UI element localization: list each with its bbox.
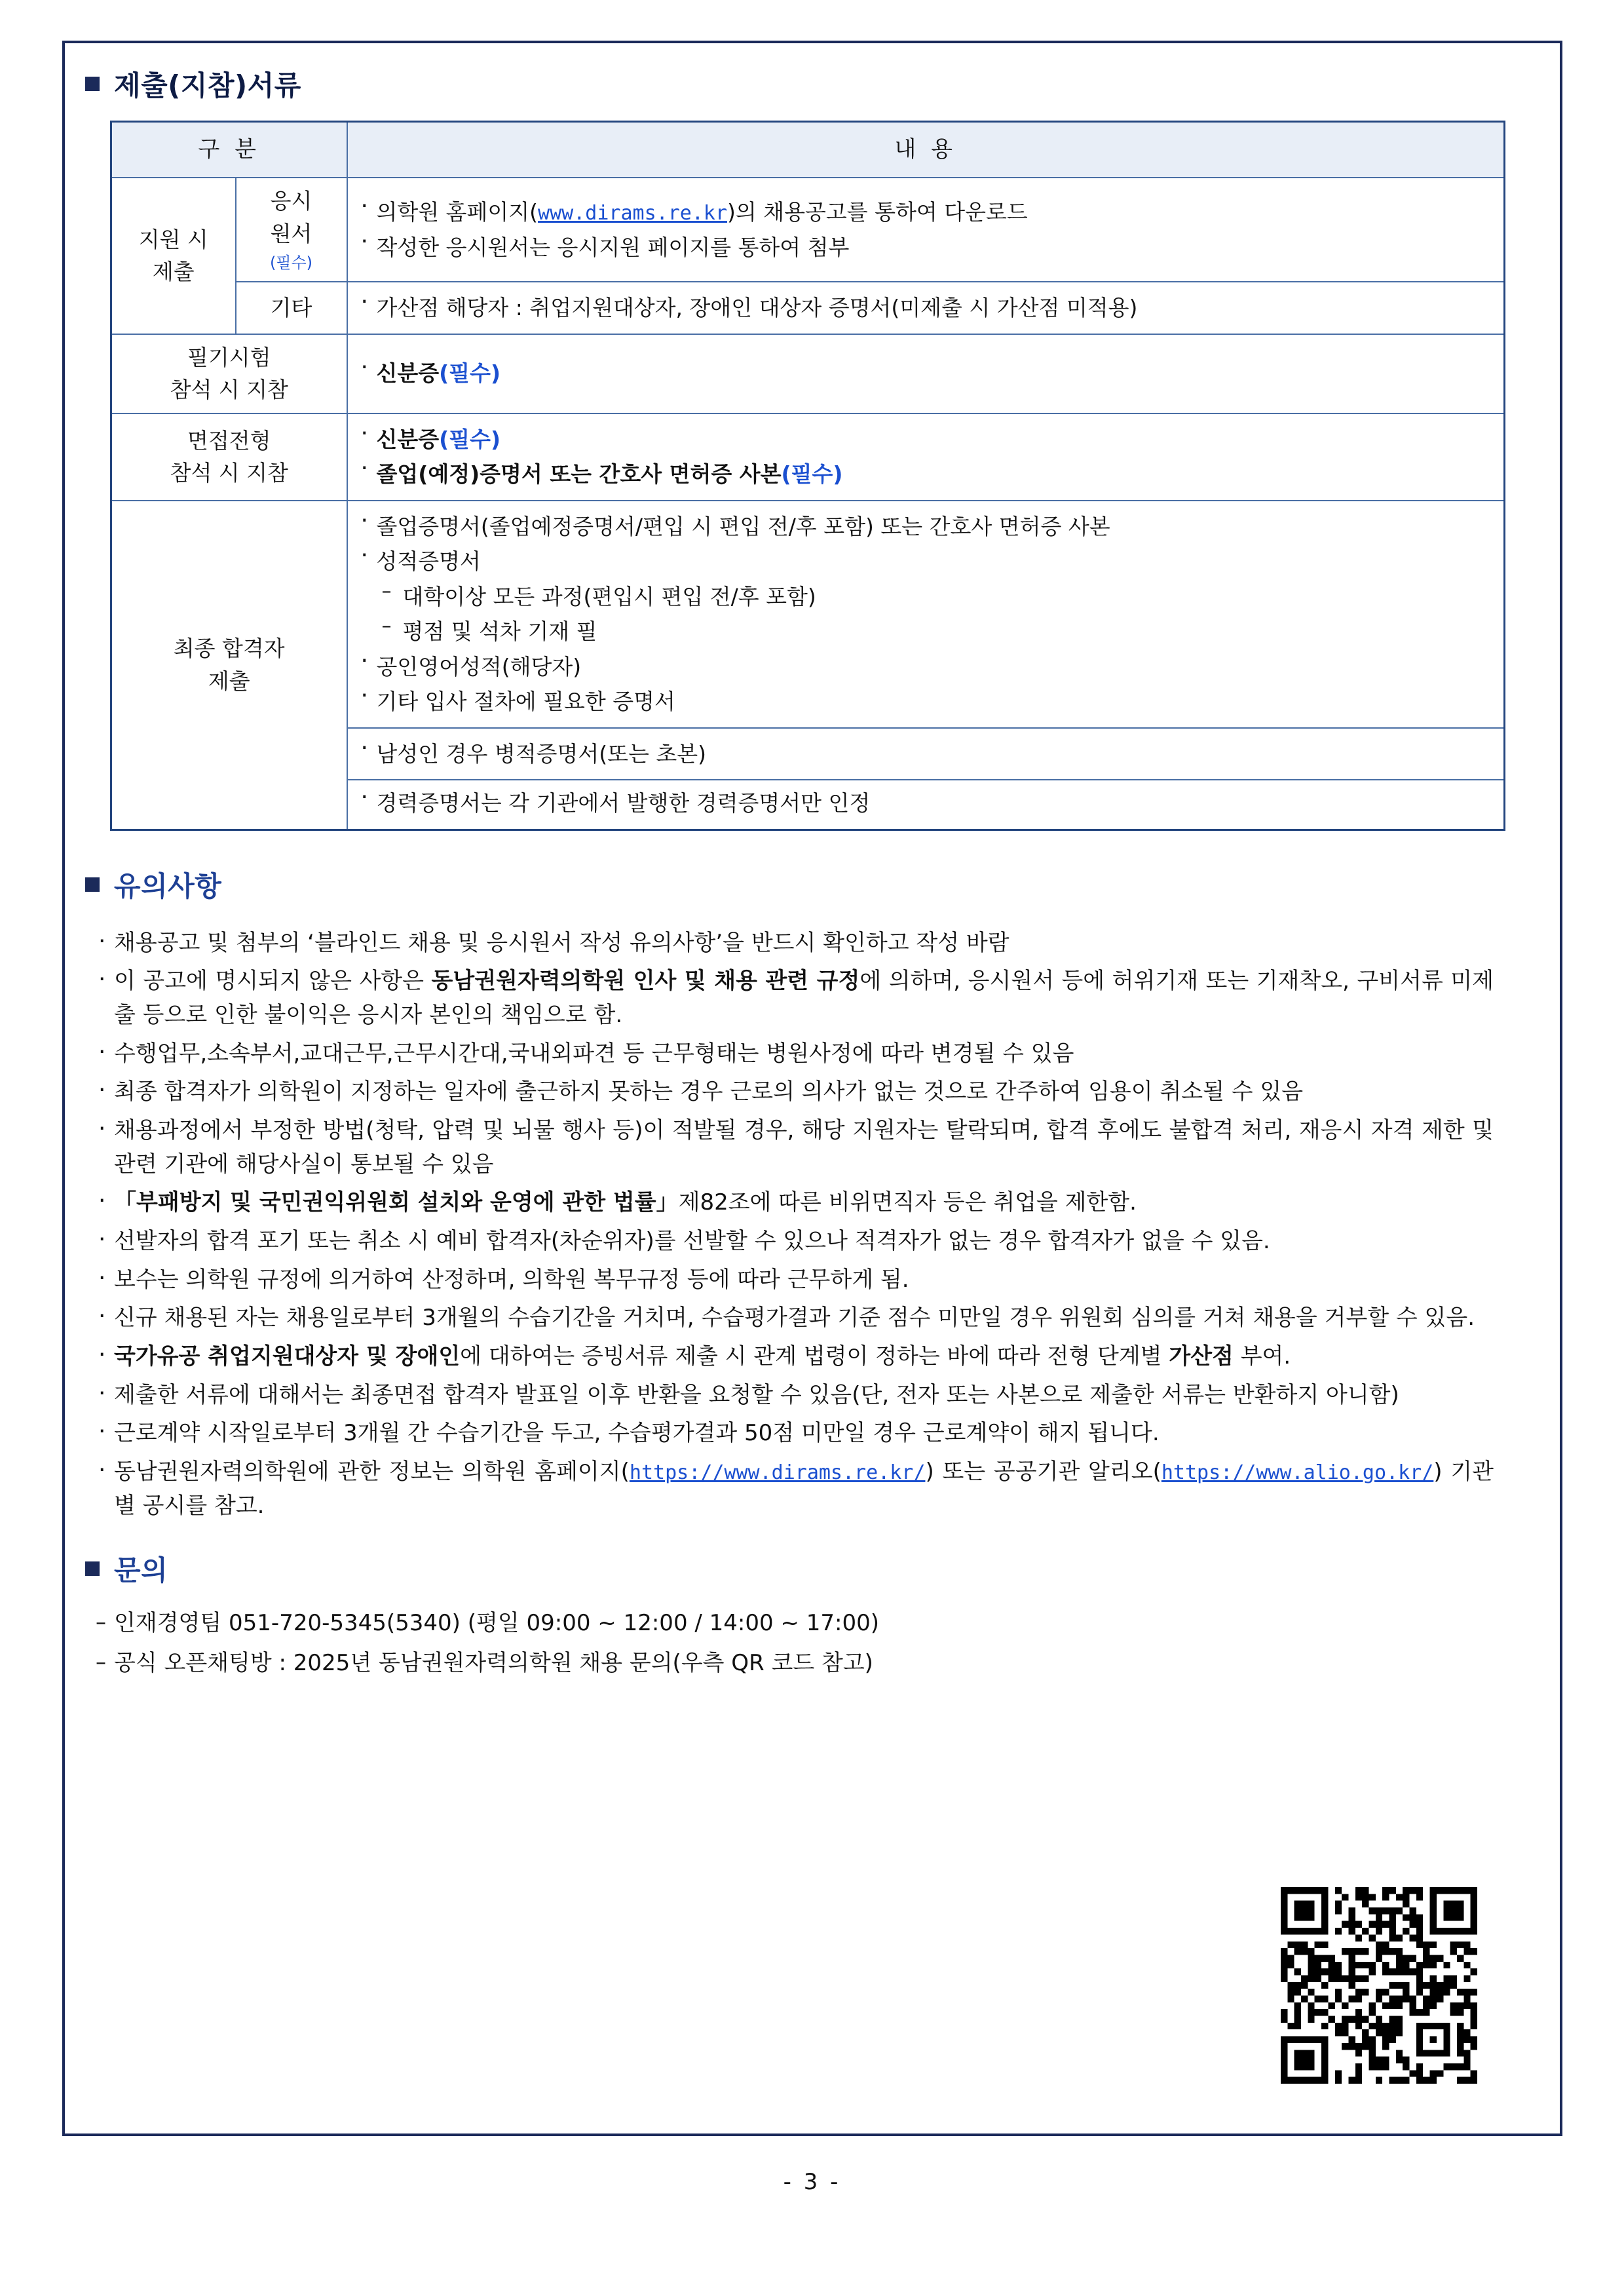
item-text: 졸업(예정)증명서 또는 간호사 면허증 사본: [376, 461, 782, 487]
section-heading-documents: [85, 64, 1539, 104]
required-tag: (필수): [439, 360, 501, 387]
cell-final-pass-extra: [347, 728, 1505, 830]
list-item: · 졸업증명서(졸업예정증명서/편입 시 편입 전/후 포함) 또는 간호사 면허증 사본: [357, 510, 1495, 543]
cell-written-exam-content: [347, 334, 1505, 413]
list-item: [357, 458, 1495, 491]
sublabel-line2: 원서: [270, 220, 312, 246]
note-text: 부여.: [1233, 1343, 1291, 1369]
note-text: 제82조에: [678, 1189, 779, 1216]
note-text: 동남권원자력의학원에 관한 정보는 의학원 홈페이지(: [114, 1458, 630, 1485]
content-list: [357, 357, 1495, 390]
cell-other-content: [347, 282, 1505, 334]
divider: [348, 779, 1504, 780]
row-label-apply-submit: [111, 178, 236, 334]
table-row: [111, 282, 1505, 334]
list-subitem: – 대학이상 모든 과정(편입시 편입 전/후 포함): [357, 581, 1495, 613]
list-item: · 성적증명서: [357, 545, 1495, 578]
note-item: [85, 1186, 1494, 1220]
note-item: [85, 965, 1494, 1032]
list-item: · 기타 입사 절차에 필요한 증명서: [357, 685, 1495, 718]
item-text: 신분증: [376, 360, 440, 387]
note-text: 보수는 의학원 규정에 의거하여 산정하며, 의학원 복무규정 등에 따라 근무하게 됨.: [114, 1266, 909, 1293]
submission-documents-table: [110, 121, 1505, 831]
content-list: [357, 510, 1495, 718]
homepage-link[interactable]: www.dirams.re.kr: [538, 202, 727, 225]
row-label-interview: [111, 413, 347, 501]
external-link[interactable]: https://www.alio.go.kr/: [1161, 1461, 1434, 1484]
note-item: [85, 1417, 1494, 1451]
list-subitem: – 평점 및 석차 기재 필: [357, 615, 1495, 648]
row-label-line2: 제출: [208, 668, 250, 694]
list-item: – 인재경영팀 051-720-5345(5340) (평일 09:00 ~ 12:00 / 14:00 ~ 17:00): [85, 1605, 1539, 1641]
note-text: 에 의하며, 응시원서 등에 허위기재 또는 기재착오, 구비서류 미제출 등으로 인한 불이익은 응시자 본인의 책임으로 함.: [114, 968, 1494, 1028]
row-sublabel-other: 기타: [236, 282, 347, 334]
list-item: · 공인영어성적(해당자): [357, 651, 1495, 683]
table-row: [111, 413, 1505, 501]
note-text: 에 대하여는 증빙서류 제출 시 관계 법령이 정하는 바에 따라 전형 단계별: [460, 1343, 1169, 1369]
note-item: [85, 1263, 1494, 1297]
note-text: 근로계약 시작일로부터 3개월 간 수습기간을 두고, 수습평가결과 50점 미만일 경우 근로계약이 해지 됩니다.: [114, 1420, 1160, 1447]
emphasis-text: 「부패방지 및 국민권익위원회 설치와 운영에 관한 법률」: [114, 1189, 679, 1216]
text-post: )의 채용공고를 통하여 다운로드: [727, 199, 1028, 225]
emphasis-text: 국가유공 취업지원대상자 및 장애인: [114, 1343, 461, 1369]
row-label-line1: 필기시험: [187, 344, 271, 370]
row-label-line1: 최종 합격자: [173, 636, 285, 661]
note-text: 신규 채용된 자는 채용일로부터 3개월의 수습기간을 거치며, 수습평가결과 기준 점수 미만일 경우 위원회 심의를 거쳐 채용을 거부할 수 있음.: [114, 1305, 1475, 1331]
square-bullet-icon: [85, 877, 100, 892]
notes-list: [85, 927, 1494, 1523]
required-tag: (필수): [439, 426, 501, 452]
table-header-row: [111, 122, 1505, 178]
note-text: 채용공고 및 첨부의 ‘블라인드 채용 및 응시원서 작성 유의사항’을 반드시 확인하고 작성 바람: [114, 929, 1010, 956]
section-title: 유의사항: [114, 870, 222, 902]
note-text: 따른 비위면직자 등은 취업을 제한함.: [778, 1189, 1137, 1216]
page-number: - 3 -: [783, 2169, 841, 2195]
column-header-category: 구 분: [111, 122, 347, 178]
content-list: [357, 292, 1495, 324]
note-item: [85, 1455, 1494, 1523]
page-content: [85, 64, 1539, 1685]
inquiry-list: [85, 1605, 1539, 1681]
row-sublabel-application-form: [236, 178, 347, 282]
note-text: 선발자의 합격 포기 또는 취소 시 예비 합격자(차순위자)를 선발할 수 있으나 적격자가 없는 경우 합격자가 없을 수 있음.: [114, 1227, 1270, 1254]
section-title: 문의: [114, 1554, 168, 1587]
note-text: 수행업무,소속부서,교대근무,근무시간대,국내외파견 등 근무형태는 병원사정에 따라 변경될 수 있음: [114, 1040, 1074, 1067]
row-label-line1: 지원 시: [138, 226, 208, 252]
cell-application-form-content: [347, 178, 1505, 282]
row-label-line1: 면접전형: [187, 427, 271, 453]
content-list: [357, 787, 1495, 820]
row-label-final-pass: [111, 501, 347, 830]
note-text: ) 또는 공공기관 알리오(: [925, 1458, 1161, 1485]
table-row: [111, 334, 1505, 413]
required-tag: (필수): [781, 461, 843, 487]
text-pre: 의학원 홈페이지(: [376, 199, 538, 225]
square-bullet-icon: [85, 77, 100, 91]
note-item: [85, 1379, 1494, 1413]
content-list: [357, 738, 1495, 771]
list-item: [357, 196, 1495, 229]
list-item: [357, 423, 1495, 456]
content-list: [357, 423, 1495, 491]
emphasis-text: 동남권원자력의학원 인사 및 채용 관련 규정: [431, 968, 860, 995]
row-label-line2: 제출: [152, 259, 195, 285]
section-heading-notes: [85, 865, 1539, 904]
cell-final-pass-content: [347, 501, 1505, 728]
list-item: [357, 357, 1495, 390]
qr-code: [1281, 1887, 1477, 2084]
section-title: 제출(지참)서류: [114, 69, 301, 102]
list-item: · 작성한 응시원서는 응시지원 페이지를 통하여 첨부: [357, 231, 1495, 264]
note-text: 최종 합격자가 의학원이 지정하는 일자에 출근하지 못하는 경우 근로의 의사가 없는 것으로 간주하여 임용이 취소될 수 있음: [114, 1079, 1304, 1105]
sublabel-line1: 응시: [270, 188, 312, 214]
row-label-line2: 참석 시 지참: [170, 377, 288, 402]
table-row: [111, 178, 1505, 282]
row-label-written-exam: [111, 334, 347, 413]
emphasis-text: 가산점: [1169, 1343, 1234, 1369]
note-item: [85, 1340, 1494, 1374]
section-heading-inquiry: [85, 1549, 1539, 1588]
note-item: [85, 1075, 1494, 1109]
list-item: · 가산점 해당자 : 취업지원대상자, 장애인 대상자 증명서(미제출 시 가산점 미적용): [357, 292, 1495, 324]
column-header-content: 내 용: [347, 122, 1505, 178]
cell-interview-content: [347, 413, 1505, 501]
note-item: [85, 1114, 1494, 1181]
required-note: (필수): [269, 254, 313, 272]
note-text: ) 기관별 공시를 참고.: [114, 1458, 1494, 1519]
note-text: 채용과정에서 부정한 방법(청탁, 압력 및 뇌물 행사 등)이 적발될 경우, 해당 지원자는 탈락되며, 합격 후에도 불합격 처리, 재응시 자격 제한 및 관련 기관에 해당사실이 통보될 수 있음: [114, 1117, 1494, 1177]
square-bullet-icon: [85, 1561, 100, 1576]
note-item: [85, 927, 1494, 961]
content-list: [357, 196, 1495, 263]
list-item: · 경력증명서는 각 기관에서 발행한 경력증명서만 인정: [357, 787, 1495, 820]
note-item: [85, 1225, 1494, 1259]
note-item: [85, 1037, 1494, 1071]
list-item: · 남성인 경우 병적증명서(또는 초본): [357, 738, 1495, 771]
item-text: 신분증: [376, 426, 440, 452]
external-link[interactable]: https://www.dirams.re.kr/: [629, 1461, 926, 1484]
note-text: 제출한 서류에 대해서는 최종면접 합격자 발표일 이후 반환을 요청할 수 있음(단, 전자 또는 사본으로 제출한 서류는 반환하지 아니함): [114, 1381, 1399, 1408]
note-item: [85, 1301, 1494, 1335]
table-row: [111, 501, 1505, 728]
inquiry-block: [85, 1549, 1539, 1681]
row-label-line2: 참석 시 지참: [170, 460, 288, 486]
list-item: – 공식 오픈채팅방 : 2025년 동남권원자력의학원 채용 문의(우측 QR 코드 참고): [85, 1645, 1539, 1681]
note-text: 이 공고에 명시되지 않은 사항은: [114, 968, 432, 995]
